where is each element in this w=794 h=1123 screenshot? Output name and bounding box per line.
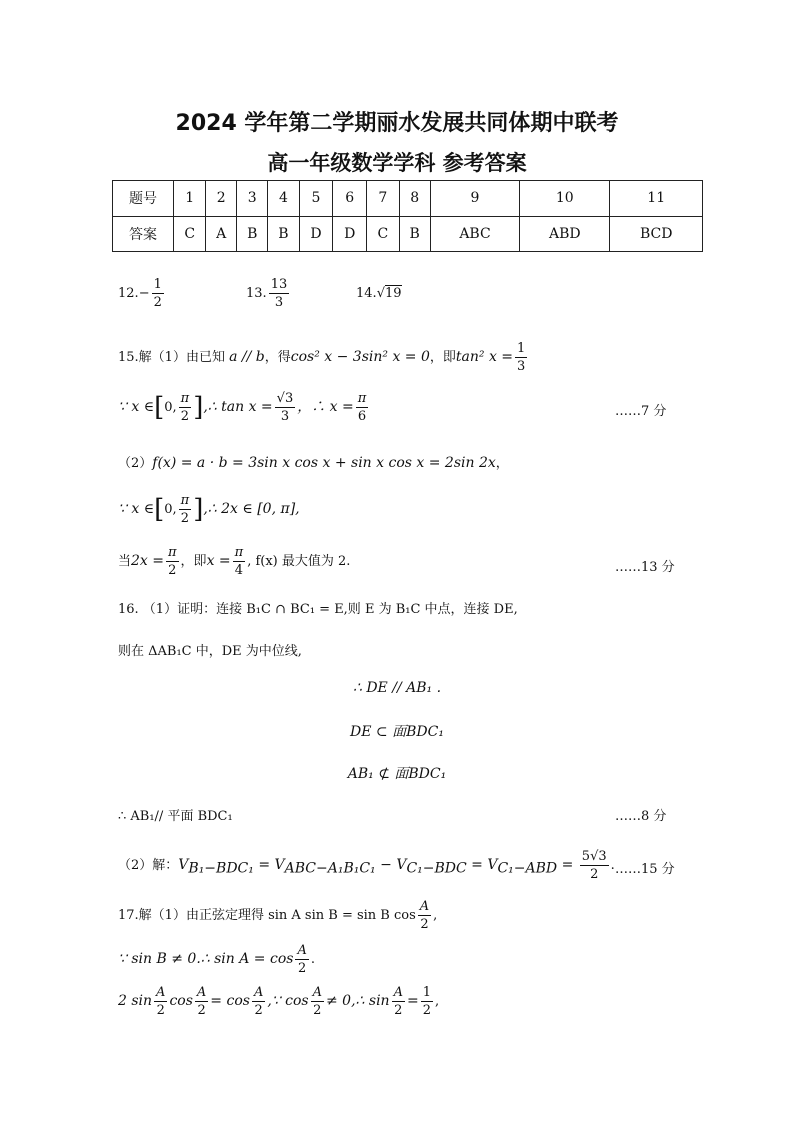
- q17-line2: ∵ sin B ≠ 0.∴ sin A = cos $\frac{A}{2}$ .: [118, 943, 315, 976]
- table-cell: B: [268, 216, 299, 252]
- fraction: $\frac{A}{2}$: [196, 985, 207, 1018]
- table-cell: 6: [333, 181, 367, 217]
- table-cell: B: [399, 216, 430, 252]
- fraction: $\frac{\pi}{4}$: [234, 545, 244, 578]
- table-cell: 5: [299, 181, 333, 217]
- table-cell: 1: [174, 181, 206, 217]
- table-cell: 4: [268, 181, 299, 217]
- q16-line6: ∴ AB₁// 平面 BDC₁: [118, 809, 233, 824]
- fraction: $\frac{√3}{3}$: [276, 391, 294, 424]
- table-cell: 7: [367, 181, 399, 217]
- q17-line3: 2 sin $\frac{A}{2}$ cos $\frac{A}{2}$ = cos $\frac{A}{2}$ ,∵ cos $\frac{A}{2}$ ≠ 0,∴ sin $\frac{A}{2}$ = $\frac{1}{2}$ ,: [118, 985, 440, 1018]
- fraction: $\frac{\pi}{2}$: [180, 391, 190, 424]
- table-cell: 8: [399, 181, 430, 217]
- fraction: $\frac{\pi}{6}$: [357, 391, 367, 424]
- table-row-answers: [113, 216, 703, 252]
- q16-step2: DE ⊂ 面BDC₁: [350, 724, 444, 740]
- q16-part2: （2）解：$V_{B_1-BDC_1} = V_{ABC-A_1B_1C_1} - V_{C_1-BDC} = V_{C_1-ABD}$ = $\frac{5√3}{2}$ .: [118, 849, 615, 882]
- table-cell: D: [299, 216, 333, 252]
- table-cell: ABD: [520, 216, 610, 252]
- fraction: $\frac{A}{2}$: [419, 899, 430, 932]
- table-cell: 2: [206, 181, 237, 217]
- table-cell: C: [174, 216, 206, 252]
- q15-line1: 15.解（1）由已知 a // b，得cos² x − 3sin² x = 0，即tan² x = $\frac{1}{3}$: [118, 341, 526, 374]
- table-cell: B: [237, 216, 268, 252]
- q17-line1: 17.解（1）由正弦定理得 sin A sin B = sin B cos $\frac{A}{2}$ ,: [118, 899, 438, 932]
- answer-table: [112, 180, 703, 252]
- fraction: $\frac{A}{2}$: [156, 985, 166, 1018]
- q16-step1: ∴ DE // AB₁ .: [352, 680, 442, 696]
- table-cell: 9: [430, 181, 519, 217]
- q15-line3: （2）f(x) = a · b = 3sin x cos x + sin x cos x = 2sin 2x，: [118, 455, 509, 471]
- q15-line5: 当2x = $\frac{\pi}{2}$ ，即x = $\frac{\pi}{4}$ , f(x) 最大值为 2.: [118, 545, 351, 578]
- score-mark: ……8 分: [615, 809, 667, 824]
- answer-14: 14.√19: [356, 286, 402, 301]
- table-cell: 11: [610, 181, 703, 217]
- table-cell: D: [333, 216, 367, 252]
- page-subtitle: 高一年级数学学科 参考答案: [267, 151, 527, 175]
- fraction: $\frac{A}{2}$: [253, 985, 264, 1018]
- table-cell: ABC: [430, 216, 519, 252]
- table-cell: 10: [520, 181, 610, 217]
- table-row-question-numbers: [113, 181, 703, 217]
- table-cell: 答案: [113, 216, 174, 252]
- table-cell: BCD: [610, 216, 703, 252]
- q15-line4: ∵ x ∈[0, $\frac{\pi}{2}$ ],∴ 2x ∈ [0, π],: [118, 493, 300, 526]
- fraction: $\frac{\pi}{2}$: [168, 545, 177, 578]
- score-mark: ……13 分: [615, 560, 675, 575]
- fraction: $\frac{13}{3}$: [270, 277, 288, 310]
- table-cell: 题号: [113, 181, 174, 217]
- fraction: $\frac{1}{2}$: [153, 277, 162, 310]
- q15-line2: ∵ x ∈[0, $\frac{\pi}{2}$ ],∴ tan x = $\frac{√3}{3}$ ，∴ x = $\frac{\pi}{6}$: [118, 391, 367, 424]
- score-mark: ……15 分: [615, 862, 675, 877]
- answer-12: 12.− $\frac{1}{2}$: [118, 277, 162, 310]
- fraction: $\frac{\pi}{2}$: [180, 493, 190, 526]
- answer-13: 13. $\frac{13}{3}$: [246, 277, 288, 310]
- fraction: $\frac{1}{2}$: [422, 985, 431, 1018]
- table-cell: C: [367, 216, 399, 252]
- page-title: 2024 学年第二学期丽水发展共同体期中联考: [175, 111, 619, 136]
- q16-line2: 则在 ΔAB₁C 中，DE 为中位线,: [118, 644, 302, 659]
- q16-line1: 16. （1）证明：连接 B₁C ∩ BC₁ = E,则 E 为 B₁C 中点，连接 DE,: [118, 602, 518, 617]
- table-cell: A: [206, 216, 237, 252]
- fraction: $\frac{A}{2}$: [393, 985, 403, 1018]
- fraction: $\frac{1}{3}$: [517, 341, 526, 374]
- fraction: $\frac{A}{2}$: [297, 943, 307, 976]
- fraction: $\frac{A}{2}$: [312, 985, 322, 1018]
- table-cell: 3: [237, 181, 268, 217]
- score-mark: ……7 分: [615, 404, 667, 419]
- q16-step3: AB₁ ⊄ 面BDC₁: [347, 766, 447, 782]
- fraction: $\frac{5√3}{2}$: [581, 849, 607, 882]
